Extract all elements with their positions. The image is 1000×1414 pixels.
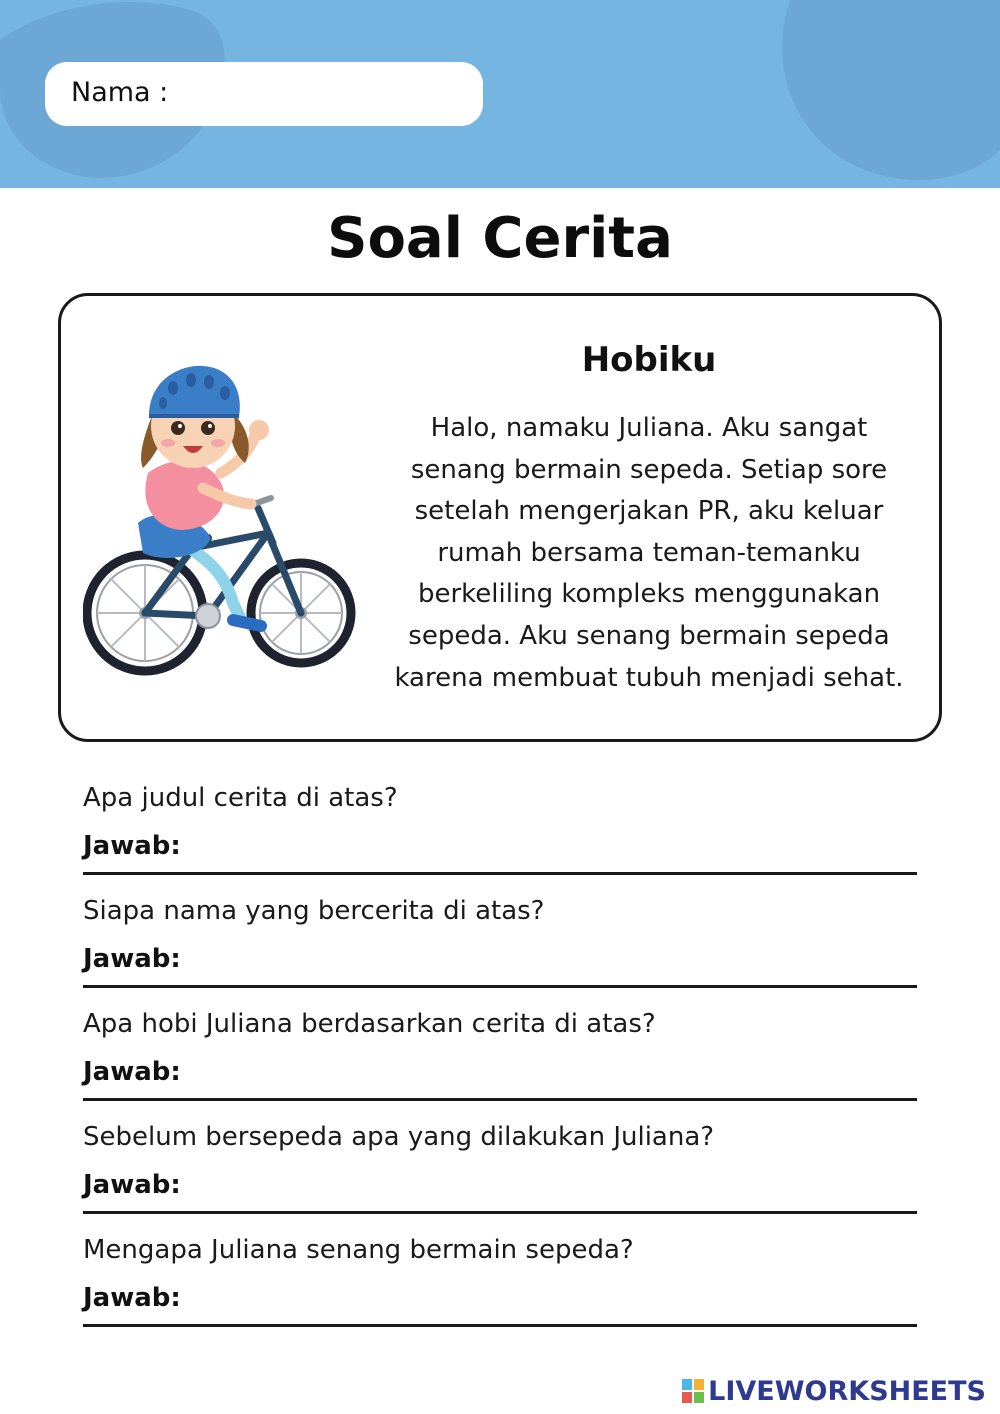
story-title: Hobiku xyxy=(581,340,717,380)
story-line: setelah mengerjakan PR, aku keluar xyxy=(414,496,884,527)
girl-riding-bicycle-icon xyxy=(83,358,358,680)
story-text xyxy=(379,408,919,699)
question-item xyxy=(83,783,917,896)
question-item xyxy=(83,1009,917,1122)
liveworksheets-logo-icon xyxy=(682,1379,704,1403)
answer-label: Jawab: xyxy=(83,1170,181,1200)
answer-line[interactable] xyxy=(83,872,917,875)
answer-line[interactable] xyxy=(83,1098,917,1101)
question-text: Mengapa Juliana senang bermain sepeda? xyxy=(83,1235,634,1265)
story-line: rumah bersama teman-temanku xyxy=(437,537,861,568)
story-card xyxy=(58,293,942,742)
story-line: sepeda. Aku senang bermain sepeda xyxy=(408,620,890,651)
question-text: Apa judul cerita di atas? xyxy=(83,783,398,813)
answer-label: Jawab: xyxy=(83,1057,181,1087)
answer-line[interactable] xyxy=(83,1211,917,1214)
question-text: Siapa nama yang bercerita di atas? xyxy=(83,896,545,926)
answer-line[interactable] xyxy=(83,985,917,988)
question-text: Sebelum bersepeda apa yang dilakukan Juliana? xyxy=(83,1122,715,1152)
name-label: Nama : xyxy=(71,77,169,108)
answer-label: Jawab: xyxy=(83,1283,181,1313)
liveworksheets-logo[interactable] xyxy=(682,1373,986,1409)
story-line: berkeliling kompleks menggunakan xyxy=(417,579,881,610)
page-title: Soal Cerita xyxy=(327,206,673,271)
answer-line[interactable] xyxy=(83,1324,917,1327)
story-line: karena membuat tubuh menjadi sehat. xyxy=(394,662,904,693)
question-item xyxy=(83,1122,917,1235)
name-field[interactable] xyxy=(45,62,483,126)
story-line: Halo, namaku Juliana. Aku sangat xyxy=(430,413,868,443)
story-line: senang bermain sepeda. Setiap sore xyxy=(410,454,888,485)
liveworksheets-logo-text: LIVEWORKSHEETS xyxy=(708,1375,986,1407)
question-text: Apa hobi Juliana berdasarkan cerita di atas? xyxy=(83,1009,656,1039)
answer-label: Jawab: xyxy=(83,944,181,974)
question-item xyxy=(83,896,917,1009)
answer-label: Jawab: xyxy=(83,831,181,861)
question-list xyxy=(83,783,917,1348)
question-item xyxy=(83,1235,917,1348)
